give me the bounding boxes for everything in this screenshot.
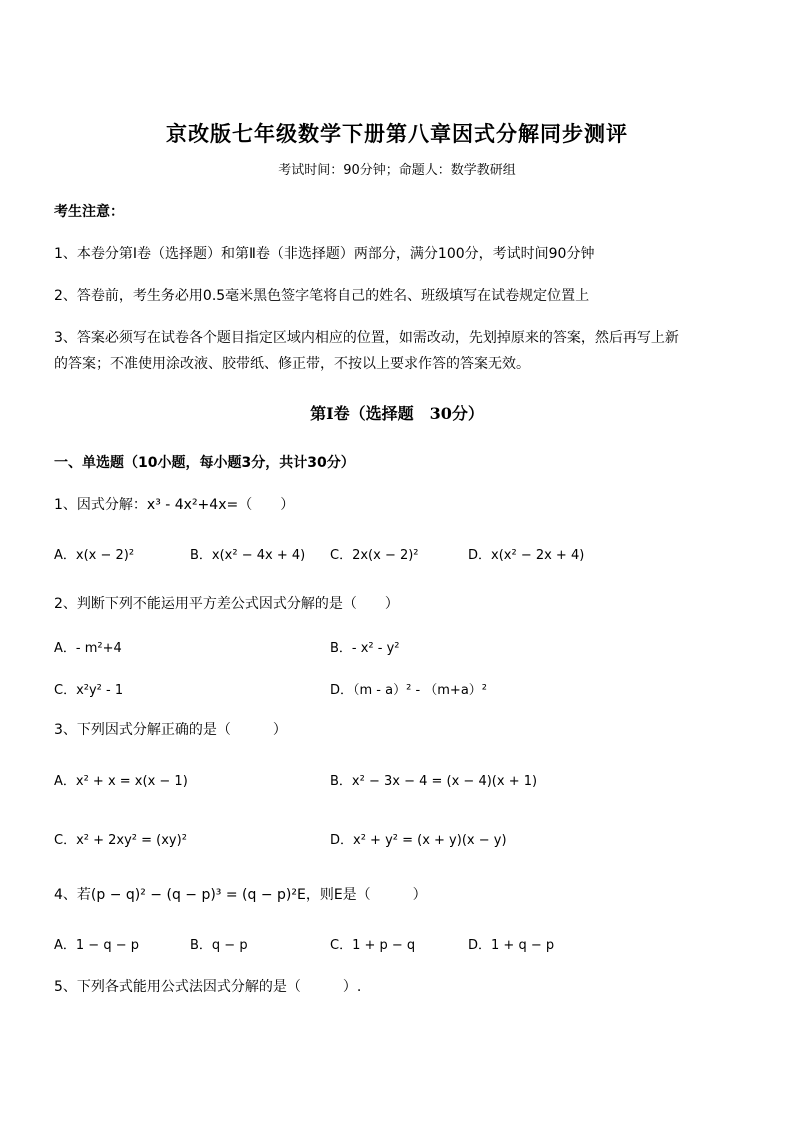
question-4-option-a: A．1 − q − p [54, 938, 139, 953]
question-3-option-c: C．x² + 2xy² = (xy)² [54, 833, 187, 848]
question-4-stem: 4、若(p − q)² − (q − p)³ = (q − p)²E，则E是（ ） [54, 887, 427, 903]
question-2-option-a: A．- m²+4 [54, 641, 122, 656]
notes-heading: 考生注意： [54, 204, 124, 220]
question-2-option-d: D．（m - a）² - （m+a）² [330, 683, 487, 698]
question-1-option-b: B．x(x² − 4x + 4) [190, 548, 306, 563]
question-2-stem: 2、判断下列不能运用平方差公式因式分解的是（ ） [54, 596, 399, 612]
part-heading: 一、单选题（10小题，每小题3分，共计30分） [54, 455, 355, 471]
note-item-2: 2、答卷前，考生务必用0.5毫米黑色签字笔将自己的姓名、班级填写在试卷规定位置上 [54, 288, 590, 304]
note-item-3: 3、答案必须写在试卷各个题目指定区域内相应的位置，如需改动，先划掉原来的答案，然后再写上新 [54, 330, 679, 346]
question-3-option-b: B．x² − 3x − 4 = (x − 4)(x + 1) [330, 774, 538, 789]
question-4-option-b: B．q − p [190, 938, 248, 953]
page-title: 京改版七年级数学下册第八章因式分解同步测评 [166, 121, 628, 146]
note-item-3-cont: 的答案；不准使用涂改液、胶带纸、修正带，不按以上要求作答的答案无效。 [54, 356, 530, 372]
question-1-stem: 1、因式分解：x³ - 4x²+4x=（ ） [54, 497, 295, 513]
question-3-option-a: A．x² + x = x(x − 1) [54, 774, 188, 789]
question-5-stem: 5、下列各式能用公式法因式分解的是（ ）. [54, 979, 362, 995]
question-3-stem: 3、下列因式分解正确的是（ ） [54, 722, 287, 738]
question-1-option-c: C．2x(x − 2)² [330, 548, 419, 563]
question-2-option-c: C．x²y² - 1 [54, 683, 124, 698]
question-2-option-b: B．- x² - y² [330, 641, 400, 656]
section-title: 第Ⅰ卷（选择题 30分） [310, 404, 484, 423]
exam-info: 考试时间：90分钟；命题人：数学教研组 [278, 163, 516, 178]
question-3-option-d: D．x² + y² = (x + y)(x − y) [330, 833, 507, 848]
question-1-option-d: D．x(x² − 2x + 4) [468, 548, 585, 563]
note-item-1: 1、本卷分第Ⅰ卷（选择题）和第Ⅱ卷（非选择题）两部分，满分100分，考试时间90分钟 [54, 246, 595, 262]
question-1-option-a: A．x(x − 2)² [54, 548, 135, 563]
question-4-option-d: D．1 + q − p [468, 938, 555, 953]
question-4-option-c: C．1 + p − q [330, 938, 416, 953]
